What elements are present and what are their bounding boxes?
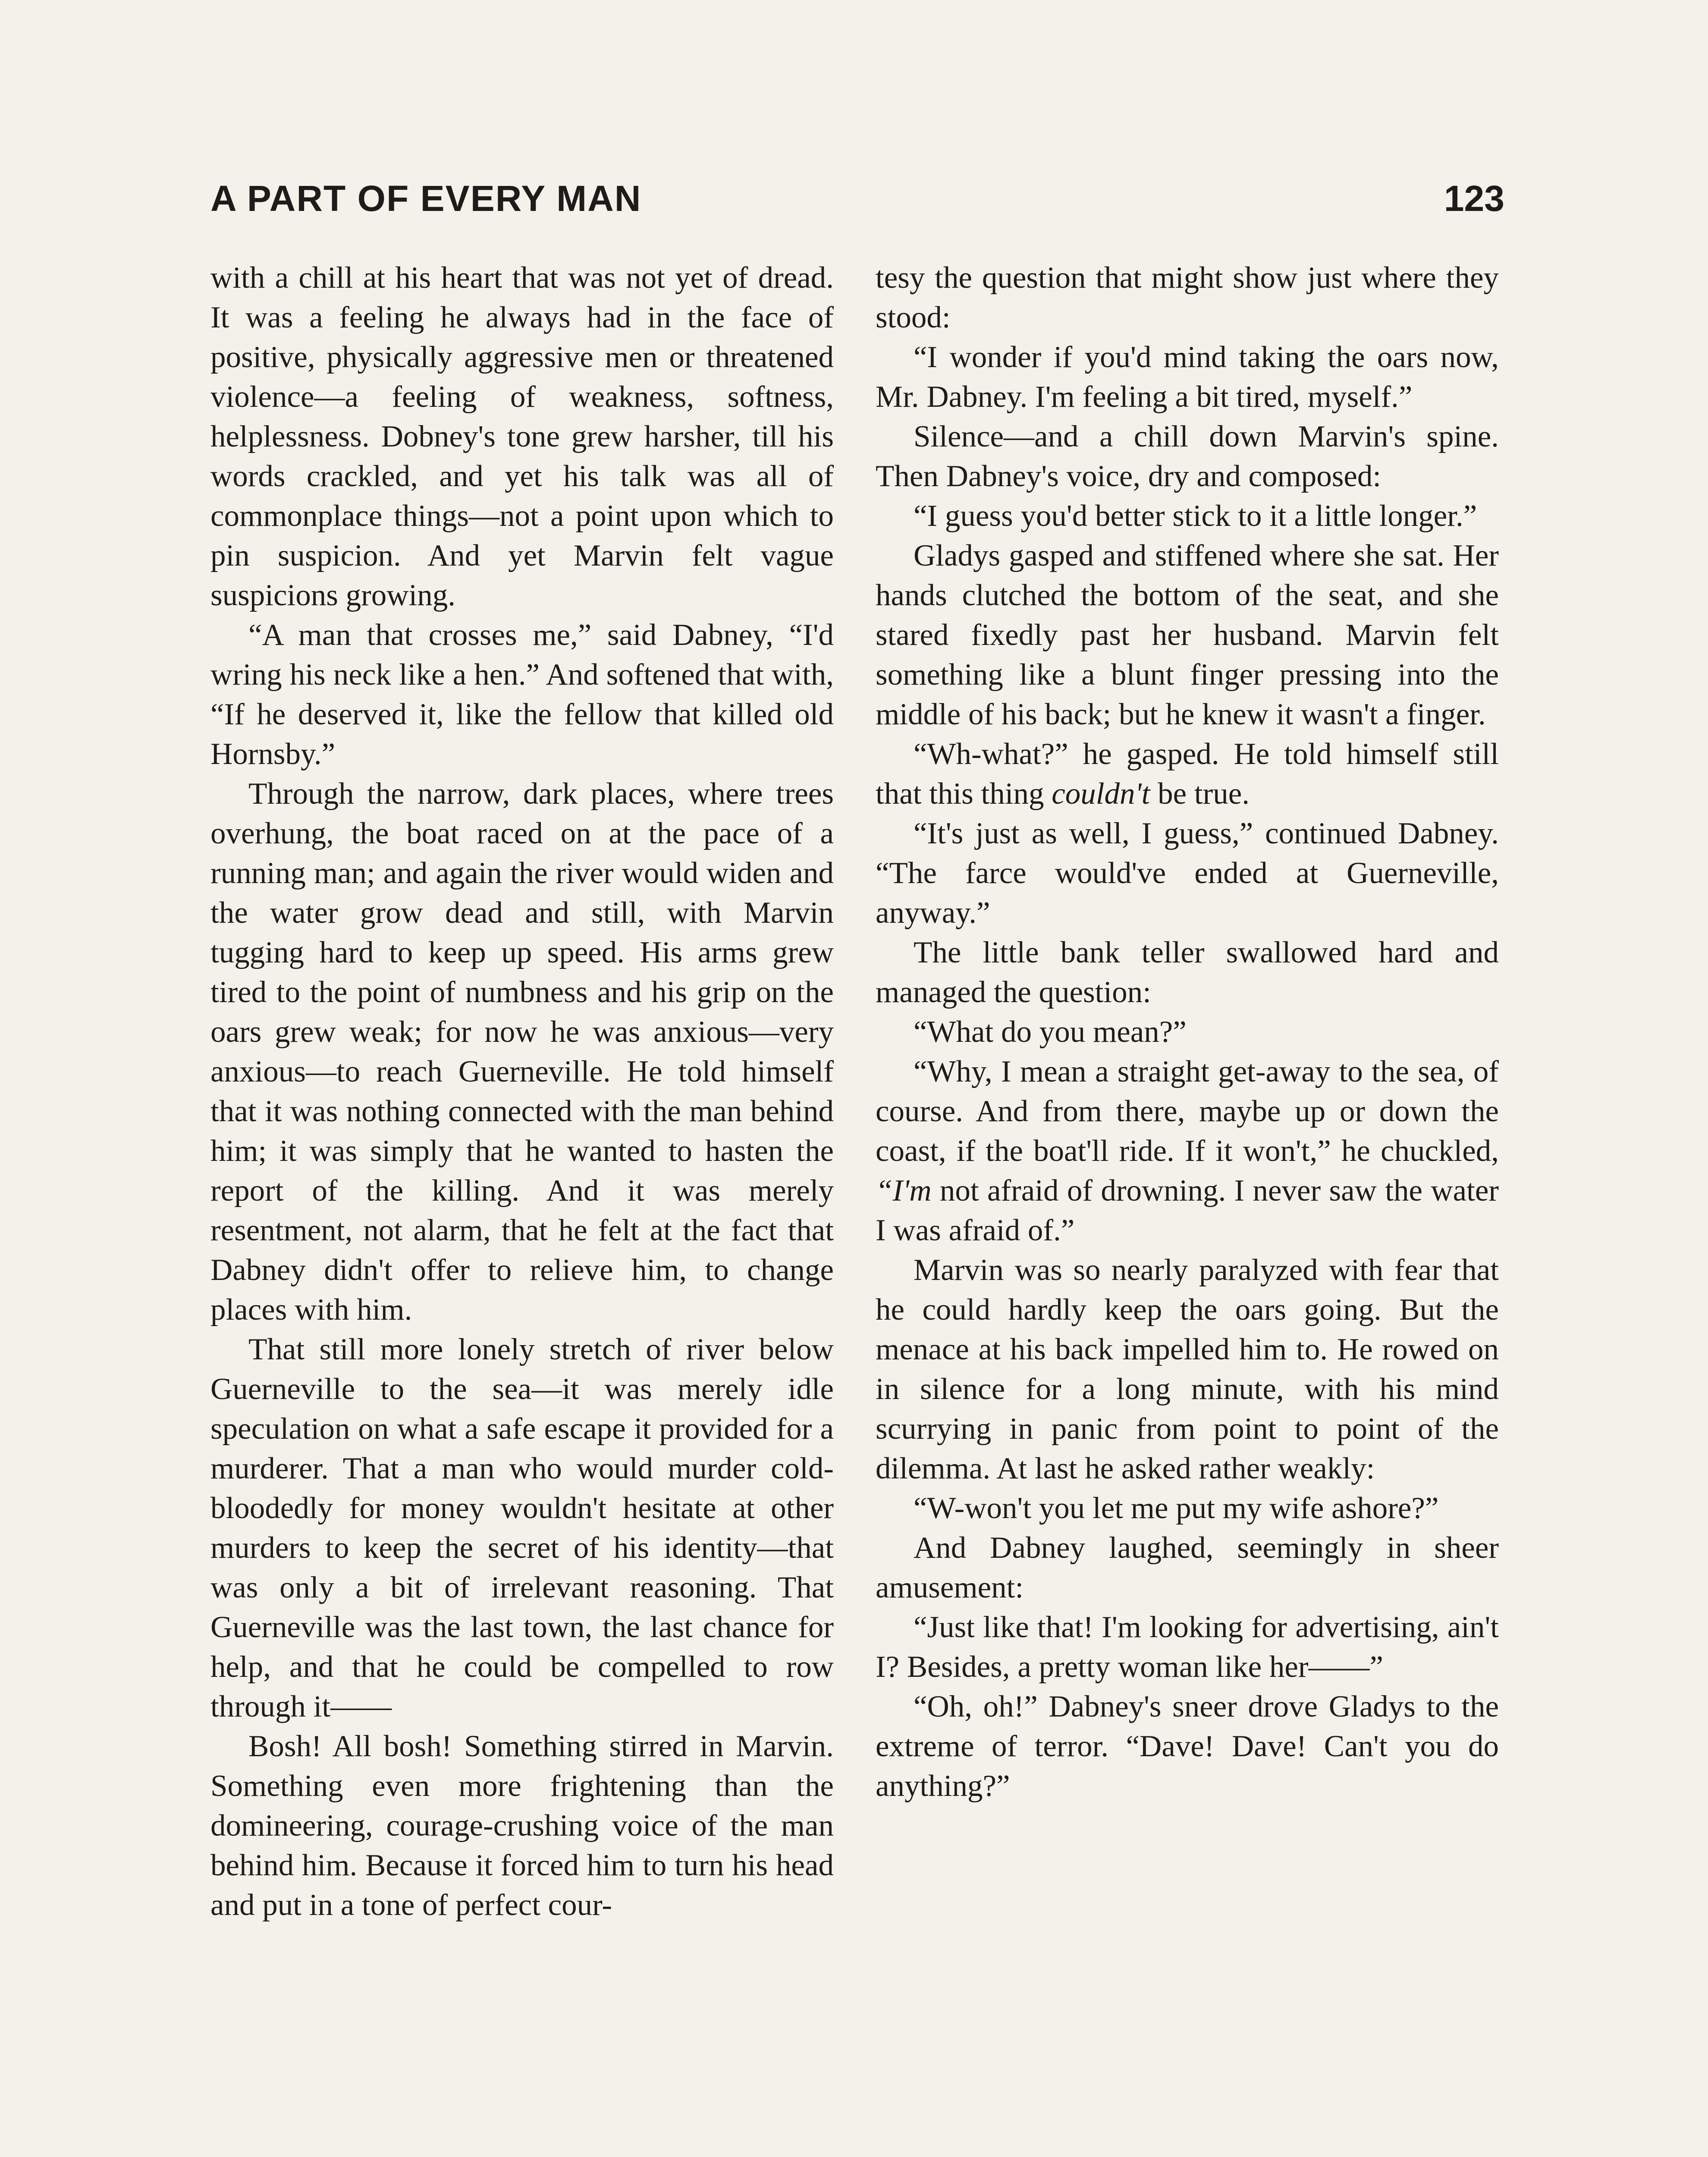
paragraph: “Oh, oh!” Dabney's sneer drove Gladys to the extreme of terror. “Dave! Dave! Can't you do anything?”: [876, 1690, 1499, 1803]
text-run: not afraid of drowning. I never saw the water I was afraid of.”: [876, 1174, 1499, 1247]
paragraph: Bosh! All bosh! Something stirred in Marvin. Something even more frightening than the domineering, courage-crushing voice of the man behind him. Because it forced him to turn his head and put in a tone of perfect cour-: [210, 1729, 834, 1922]
emphasis: couldn't: [1052, 777, 1150, 811]
running-title: A PART OF EVERY MAN: [210, 178, 642, 219]
paragraph: “I guess you'd better stick to it a little longer.”: [914, 499, 1477, 533]
paragraph: “Just like that! I'm looking for advertising, ain't I? Besides, a pretty woman like her——”: [876, 1610, 1499, 1684]
paragraph: Silence—and a chill down Marvin's spine. Then Dabney's voice, dry and composed:: [876, 420, 1499, 493]
paragraph: [876, 1052, 1499, 1250]
page-number: 123: [1444, 178, 1504, 219]
text-run: “Why, I mean a straight get-away to the sea, of course. And from there, maybe up or down the coast, if the boat'll ride. If it won't,” he chuckled,: [876, 1055, 1499, 1168]
paragraph: Through the narrow, dark places, where trees overhung, the boat raced on at the pace of a running man; and again the river would widen and the water grow dead and still, with Marvin tugging hard to keep up speed. His arms grew tired to the point of numbness and his grip on the oars grew weak; for now he was anxious—very anxious—to reach Guerneville. He told himself that it was nothing connected with the man behind him; it was simply that he wanted to hasten the report of the killing. And it was merely resentment, not alarm, that he felt at the fact that Dabney didn't offer to relieve him, to change places with him.: [210, 777, 834, 1327]
paragraph: Gladys gasped and stiffened where she sat. Her hands clutched the bottom of the seat, and she stared fixedly past her husband. Marvin felt something like a blunt finger pressing into the middle of his back; but he knew it wasn't a finger.: [876, 539, 1499, 731]
emphasis: “I'm: [876, 1174, 932, 1207]
text-run: “Wh-what?” he gasped. He told himself still that this thing: [876, 737, 1499, 811]
right-column: [876, 258, 1499, 1806]
paragraph: That still more lonely stretch of river below Guerneville to the sea—it was merely idle speculation on what a safe escape it provided for a murderer. That a man who would murder cold-bloodedly for money wouldn't hesitate at other murders to keep the secret of his identity—that was only a bit of irrelevant reasoning. That Guerneville was the last town, the last chance for help, and that he could be compelled to row through it——: [210, 1333, 834, 1723]
paragraph: “A man that crosses me,” said Dabney, “I'd wring his neck like a hen.” And softened that with, “If he deserved it, like the fellow that killed old Hornsby.”: [210, 618, 834, 771]
paragraph: And Dabney laughed, seemingly in sheer amusement:: [876, 1531, 1499, 1604]
text-run: be true.: [1150, 777, 1250, 811]
paragraph: Marvin was so nearly paralyzed with fear that he could hardly keep the oars going. But the menace at his back impelled him to. He rowed on in silence for a long minute, with his mind scurrying in panic from point to point of the dilemma. At last he asked rather weakly:: [876, 1253, 1499, 1485]
paragraph: The little bank teller swallowed hard and managed the question:: [876, 936, 1499, 1009]
paragraph: with a chill at his heart that was not yet of dread. It was a feeling he always had in the face of positive, physically aggressive men or threatened violence—a feeling of weakness, softness, helplessness. Dobney's tone grew harsher, till his words crackled, and yet his talk was all of commonplace things—not a point upon which to pin suspicion. And yet Marvin felt vague suspicions growing.: [210, 261, 834, 612]
paragraph: tesy the question that might show just where they stood:: [876, 261, 1499, 334]
paragraph: “I wonder if you'd mind taking the oars now, Mr. Dabney. I'm feeling a bit tired, myself.”: [876, 340, 1499, 414]
paragraph: “It's just as well, I guess,” continued Dabney. “The farce would've ended at Guerneville, anyway.”: [876, 817, 1499, 930]
paragraph: “What do you mean?”: [914, 1015, 1187, 1049]
paragraph: “W-won't you let me put my wife ashore?”: [914, 1491, 1439, 1525]
left-column: [210, 258, 834, 1925]
page-header: [210, 178, 1504, 234]
paragraph: [876, 734, 1499, 814]
